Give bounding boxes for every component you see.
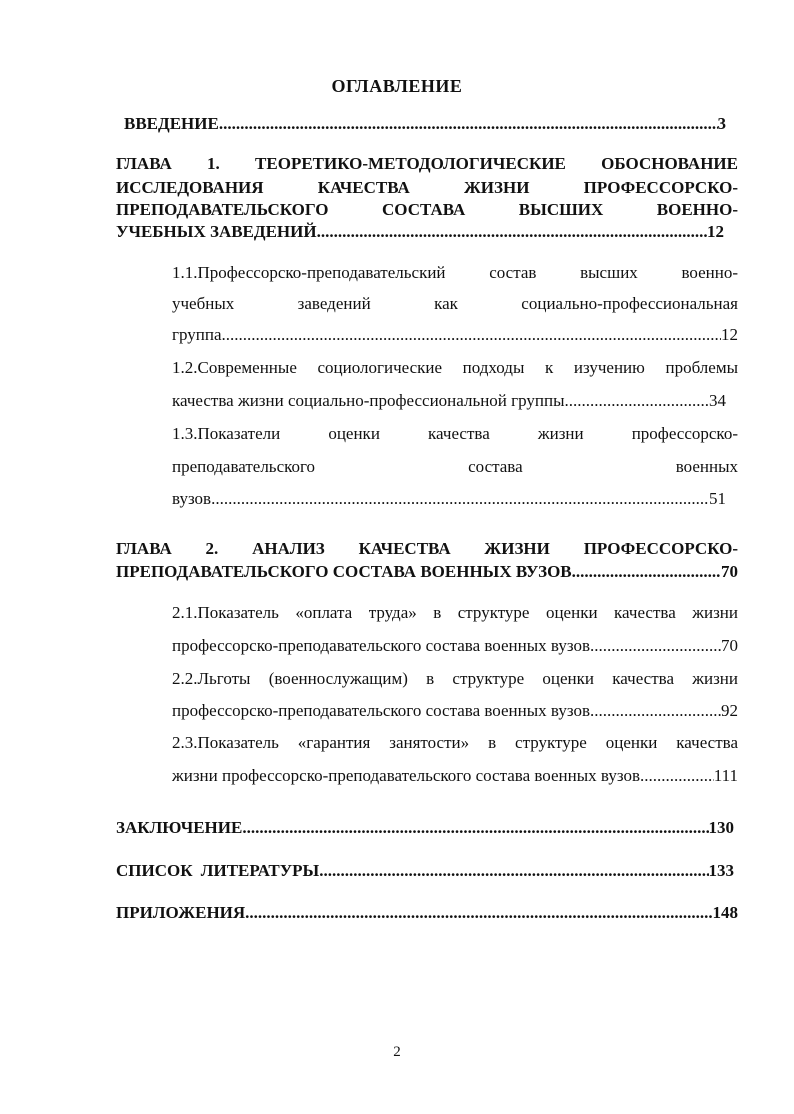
section-1-2-line1: 1.2.Современные социологические подходы к изучению проблемы <box>172 358 738 377</box>
toc-entry-label: профессорско-преподавательского состава военных вузов <box>172 701 590 720</box>
toc-entry-label: вузов <box>172 489 212 508</box>
dot-leader <box>222 325 722 345</box>
toc-entry-page: 92 <box>721 701 738 720</box>
chapter1-heading-line4 <box>116 222 724 242</box>
section-2-2-line2 <box>172 701 738 721</box>
toc-entry-page: 70 <box>721 562 738 581</box>
toc-entry-references <box>116 861 734 881</box>
chapter2-heading-line2 <box>116 562 738 582</box>
toc-entry-page: 111 <box>713 766 738 785</box>
toc-entry-label: ПРИЛОЖЕНИЯ <box>116 903 246 922</box>
toc-entry-label: УЧЕБНЫХ ЗАВЕДЕНИЙ <box>116 222 317 241</box>
dot-leader <box>219 114 718 134</box>
dot-leader <box>640 766 714 786</box>
dot-leader <box>590 701 721 721</box>
page-number: 2 <box>393 1044 401 1060</box>
toc-entry-conclusion <box>116 818 734 838</box>
toc-entry-page: 133 <box>708 861 734 880</box>
section-2-3-line1: 2.3.Показатель «гарантия занятости» в структуре оценки качества <box>172 733 738 752</box>
toc-entry-label: ПРЕПОДАВАТЕЛЬСКОГО СОСТАВА ВОЕННЫХ ВУЗОВ <box>116 562 572 581</box>
section-2-2-line1: 2.2.Льготы (военнослужащим) в структуре оценки качества жизни <box>172 669 738 688</box>
chapter1-heading-line3: ПРЕПОДАВАТЕЛЬСКОГО СОСТАВА ВЫСШИХ ВОЕННО- <box>116 200 738 219</box>
toc-entry-label: жизни профессорско-преподавательского состава военных вузов <box>172 766 640 785</box>
toc-title: ОГЛАВЛЕНИЕ <box>331 76 463 96</box>
chapter2-heading-line1: ГЛАВА 2. АНАЛИЗ КАЧЕСТВА ЖИЗНИ ПРОФЕССОРСКО- <box>116 539 738 558</box>
toc-entry-label: ЗАКЛЮЧЕНИЕ <box>116 818 243 837</box>
dot-leader <box>242 818 708 838</box>
toc-entry-page: 3 <box>717 114 726 133</box>
section-1-1-line2: учебных заведений как социально-профессиональная <box>172 294 738 313</box>
section-1-2-line2 <box>172 391 726 411</box>
toc-entry-label: группа <box>172 325 222 344</box>
section-2-1-line1: 2.1.Показатель «оплата труда» в структуре оценки качества жизни <box>172 603 738 622</box>
toc-entry-page: 12 <box>721 325 738 344</box>
section-2-3-line2 <box>172 766 738 786</box>
section-1-1-line1: 1.1.Профессорско-преподавательский состав высших военно- <box>172 263 738 282</box>
dot-leader <box>211 489 709 509</box>
toc-entry-label: качества жизни социально-профессиональной группы <box>172 391 565 410</box>
toc-entry-label: профессорско-преподавательского состава военных вузов <box>172 636 590 655</box>
dot-leader <box>590 636 721 656</box>
section-1-3-line2: преподавательского состава военных <box>172 457 738 476</box>
toc-entry-page: 148 <box>712 903 738 922</box>
toc-entry-label: СПИСОК ЛИТЕРАТУРЫ <box>116 861 320 880</box>
chapter1-heading-line1: ГЛАВА 1. ТЕОРЕТИКО-МЕТОДОЛОГИЧЕСКИЕ ОБОСНОВАНИЕ <box>116 154 738 173</box>
toc-entry-page: 51 <box>709 489 726 508</box>
dot-leader <box>317 222 707 242</box>
toc-entry-label: ВВЕДЕНИЕ <box>124 114 219 133</box>
section-1-1-line3 <box>172 325 738 345</box>
dot-leader <box>565 391 709 411</box>
dot-leader <box>245 903 712 923</box>
toc-entry-intro <box>124 114 726 134</box>
dot-leader <box>572 562 721 582</box>
chapter1-heading-line2: ИССЛЕДОВАНИЯ КАЧЕСТВА ЖИЗНИ ПРОФЕССОРСКО- <box>116 178 738 197</box>
toc-entry-page: 130 <box>708 818 734 837</box>
dot-leader <box>319 861 708 881</box>
toc-entry-appendices <box>116 903 738 923</box>
section-1-3-line3 <box>172 489 726 509</box>
toc-entry-page: 70 <box>721 636 738 655</box>
toc-entry-page: 12 <box>707 222 724 241</box>
toc-entry-page: 34 <box>709 391 726 410</box>
section-2-1-line2 <box>172 636 738 656</box>
section-1-3-line1: 1.3.Показатели оценки качества жизни профессорско- <box>172 424 738 443</box>
